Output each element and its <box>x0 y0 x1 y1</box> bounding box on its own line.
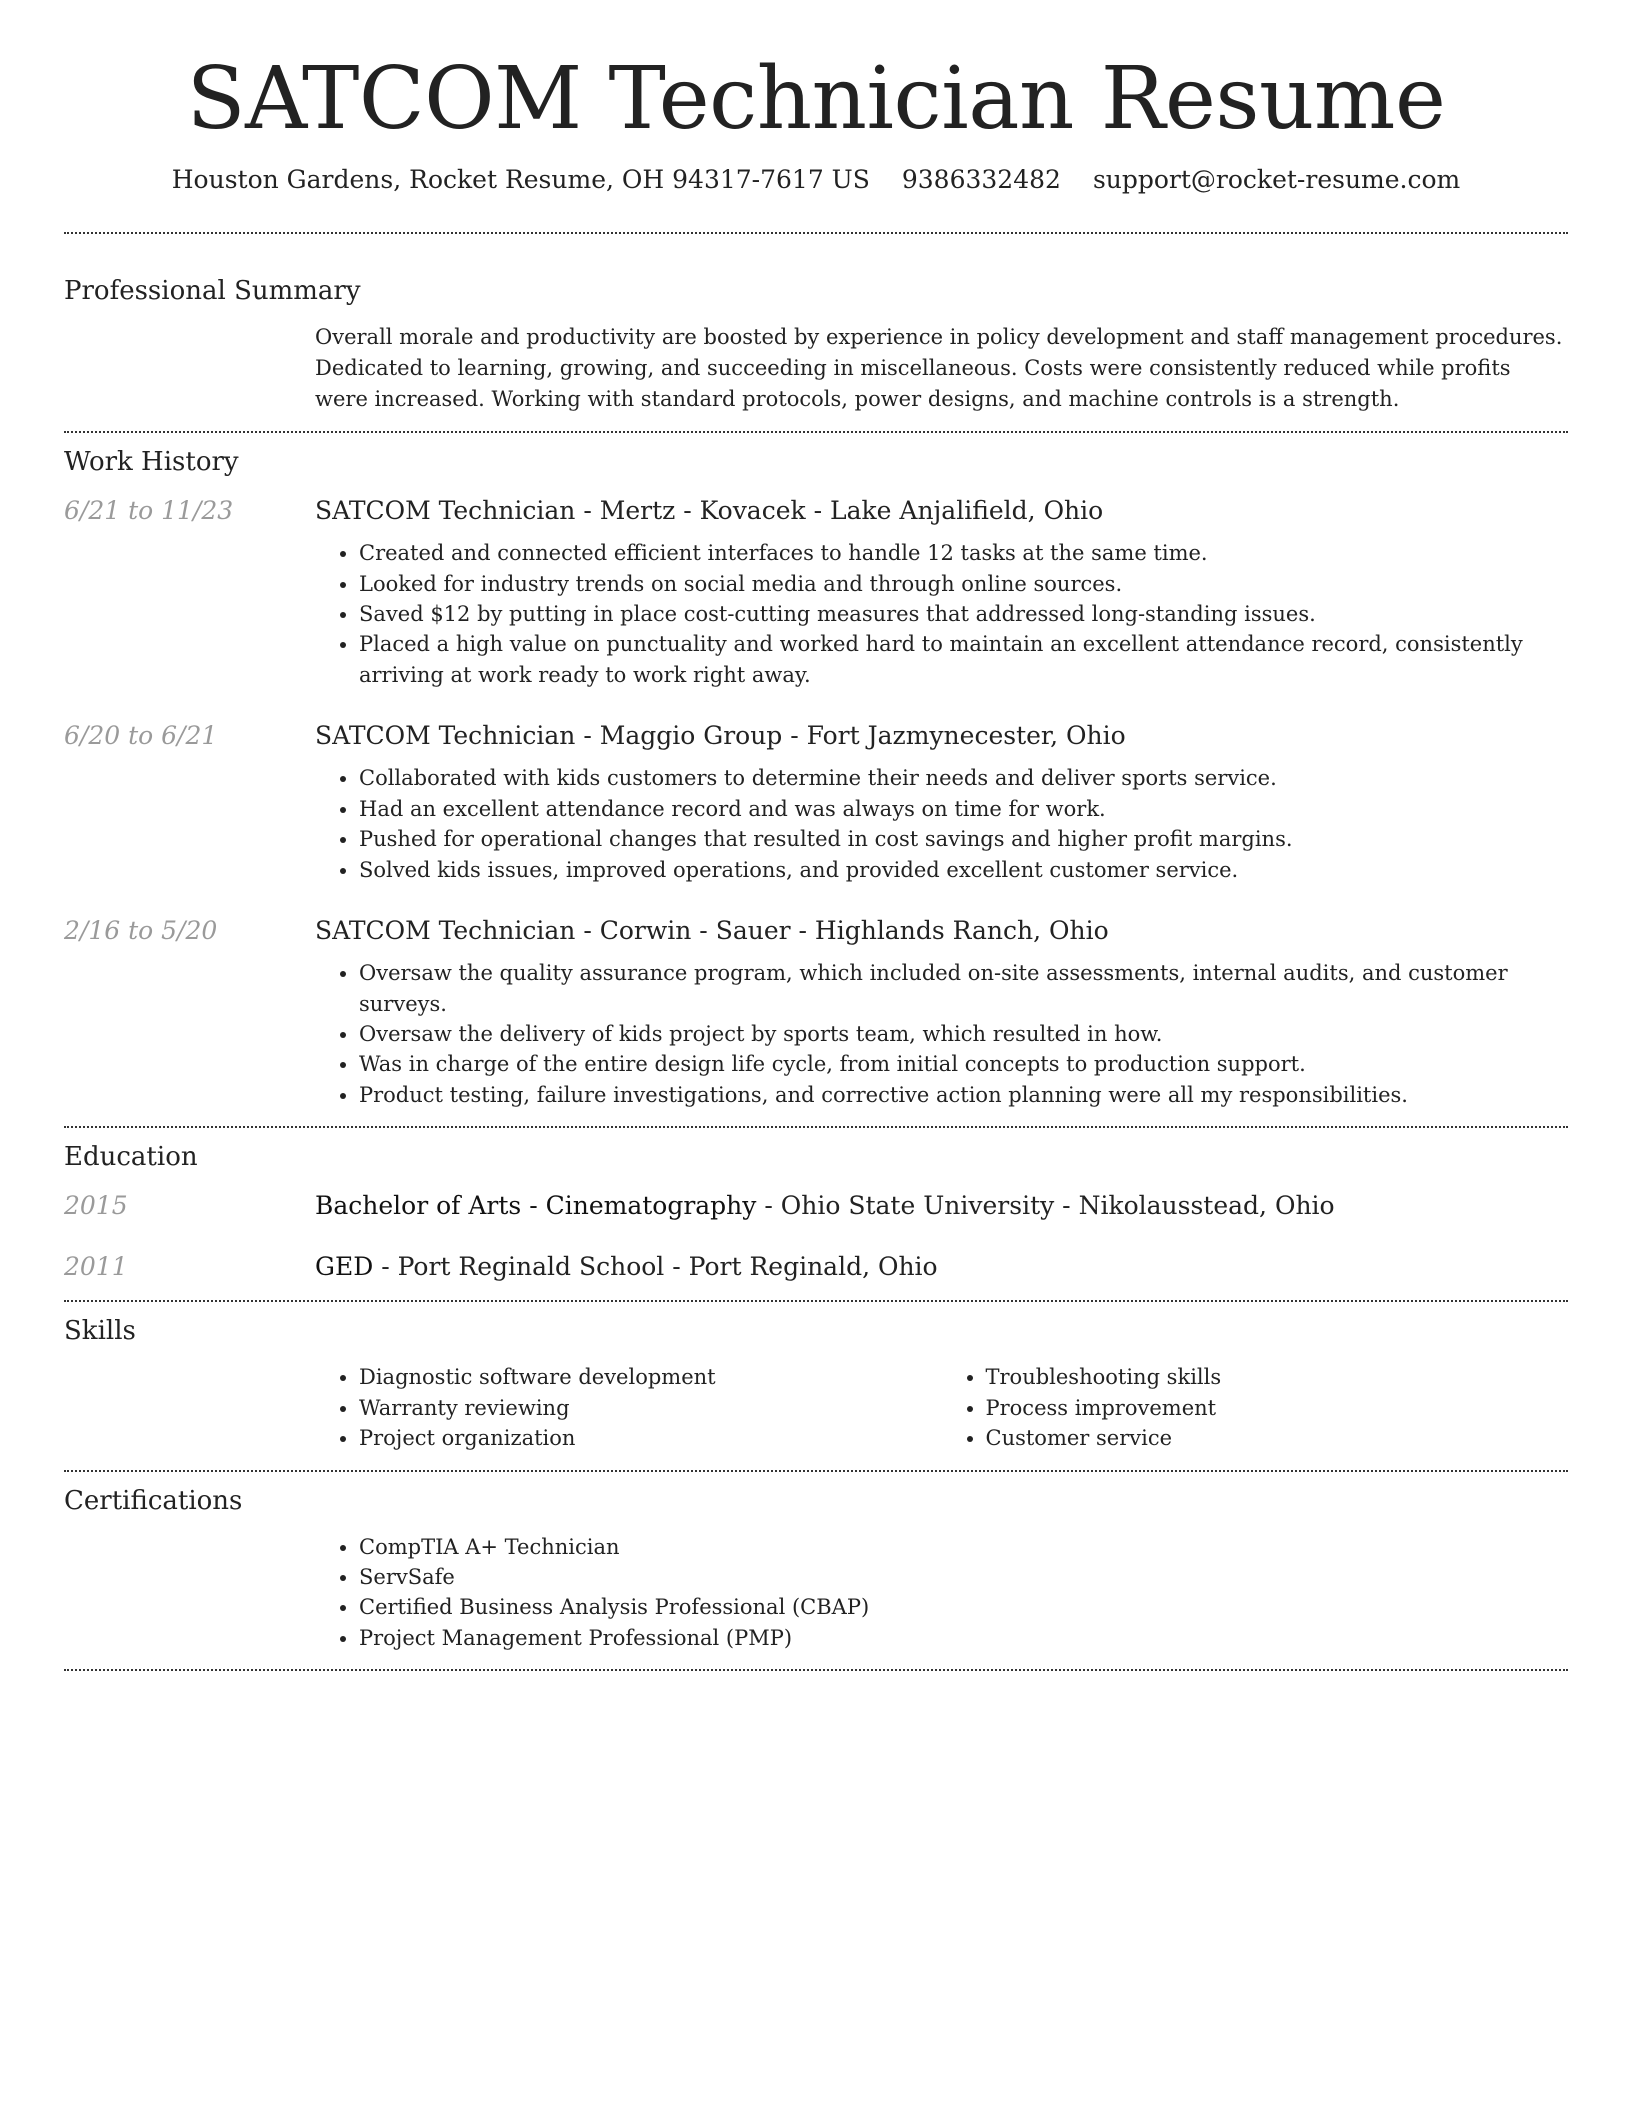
skills-list-right <box>942 1362 1569 1453</box>
education-year: 2015 <box>64 1191 128 1221</box>
skill-item: • Diagnostic software development <box>359 1362 942 1392</box>
job-bullet: • Was in charge of the entire design life cycle, from initial concepts to production support. <box>359 1049 1568 1079</box>
skills-grid <box>315 1362 1568 1453</box>
skills-list-left <box>315 1362 942 1453</box>
education-entry <box>64 1188 1568 1223</box>
summary-text: Overall morale and productivity are boosted by experience in policy development and staff management procedures. Dedicated to learning, growing, and succeeding in miscellaneous. Costs were consistently reduced while profits were increased. Working with standard protocols, power designs, and machine controls is a strength. <box>315 324 1563 412</box>
job-content <box>315 718 1568 885</box>
education-entry <box>64 1249 1568 1284</box>
education-school: - Port Reginald School - Port Reginald, Ohio <box>373 1252 938 1282</box>
contact-address: Houston Gardens, Rocket Resume, OH 94317-7617 US <box>171 164 870 194</box>
job-bullet: • Oversaw the delivery of kids project by sports team, which resulted in how. <box>359 1019 1568 1049</box>
education-year: 2011 <box>64 1252 128 1282</box>
skill-item: • Project organization <box>359 1423 942 1453</box>
skills-section <box>64 1302 1568 1469</box>
resume-title: SATCOM Technician Resume <box>186 49 1446 149</box>
education-section <box>64 1128 1568 1300</box>
job-bullet: • Pushed for operational changes that resulted in cost savings and higher profit margins. <box>359 824 1568 854</box>
job-bullet: • Oversaw the quality assurance program, which included on-site assessments, internal audits, and customer surveys. <box>359 958 1568 1019</box>
skill-item: • Warranty reviewing <box>359 1393 942 1423</box>
summary-content <box>315 322 1568 415</box>
skill-item: • Troubleshooting skills <box>986 1362 1569 1392</box>
job-dates: 6/20 to 6/21 <box>64 721 218 751</box>
certifications-section <box>64 1472 1568 1670</box>
job-bullets <box>315 958 1568 1110</box>
education-heading: Education <box>64 1142 198 1173</box>
job-bullet: • Collaborated with kids customers to determine their needs and deliver sports service. <box>359 763 1568 793</box>
job-bullet: • Saved $12 by putting in place cost-cutting measures that addressed long-standing issues. <box>359 599 1568 629</box>
resume-header <box>64 0 1568 194</box>
certifications-content <box>315 1532 1568 1654</box>
job-entry <box>64 493 1568 690</box>
education-degree: GED <box>315 1252 374 1282</box>
job-content <box>315 493 1568 690</box>
job-bullets <box>315 538 1568 690</box>
job-bullets <box>315 763 1568 885</box>
contact-email: support@rocket-resume.com <box>1092 164 1461 194</box>
summary-section <box>64 234 1568 431</box>
certification-item: • Project Management Professional (PMP) <box>359 1623 1568 1653</box>
skills-row <box>64 1362 1568 1453</box>
summary-row <box>64 322 1568 415</box>
job-title: SATCOM Technician - Mertz - Kovacek - Lake Anjalifield, Ohio <box>315 496 1104 526</box>
job-title: SATCOM Technician - Corwin - Sauer - Highlands Ranch, Ohio <box>315 916 1109 946</box>
job-content <box>315 913 1568 1110</box>
job-bullet: • Looked for industry trends on social media and through online sources. <box>359 569 1568 599</box>
job-bullet: • Placed a high value on punctuality and worked hard to maintain an excellent attendance record, consistently arriving at work ready to work right away. <box>359 629 1568 690</box>
job-dates: 2/16 to 5/20 <box>64 916 218 946</box>
education-degree: Bachelor of Arts - Cinematography <box>315 1191 757 1221</box>
certifications-heading: Certifications <box>64 1485 243 1516</box>
education-content <box>315 1249 1568 1284</box>
job-dates: 6/21 to 11/23 <box>64 496 234 526</box>
work-history-heading: Work History <box>64 447 239 478</box>
skill-item: • Customer service <box>986 1423 1569 1453</box>
job-title: SATCOM Technician - Maggio Group - Fort Jazmynecester, Ohio <box>315 721 1126 751</box>
certification-item: • ServSafe <box>359 1562 1568 1592</box>
summary-heading: Professional Summary <box>64 275 361 306</box>
certifications-list <box>315 1532 1568 1654</box>
work-history-section <box>64 433 1568 1126</box>
education-content <box>315 1188 1568 1223</box>
contact-phone: 9386332482 <box>901 164 1061 194</box>
contact-line <box>64 165 1568 194</box>
certification-item: • Certified Business Analysis Professional (CBAP) <box>359 1592 1568 1622</box>
job-bullet: • Solved kids issues, improved operations, and provided excellent customer service. <box>359 855 1568 885</box>
education-school: - Ohio State University - Nikolausstead, Ohio <box>756 1191 1335 1221</box>
job-bullet: • Had an excellent attendance record and was always on time for work. <box>359 794 1568 824</box>
skills-heading: Skills <box>64 1316 136 1347</box>
skill-item: • Process improvement <box>986 1393 1569 1423</box>
job-bullet: • Created and connected efficient interfaces to handle 12 tasks at the same time. <box>359 538 1568 568</box>
job-bullet: • Product testing, failure investigations, and corrective action planning were all my responsibilities. <box>359 1080 1568 1110</box>
job-entry <box>64 718 1568 885</box>
certification-item: • CompTIA A+ Technician <box>359 1532 1568 1562</box>
job-entry <box>64 913 1568 1110</box>
section-divider <box>64 1669 1568 1671</box>
certifications-row <box>64 1532 1568 1654</box>
